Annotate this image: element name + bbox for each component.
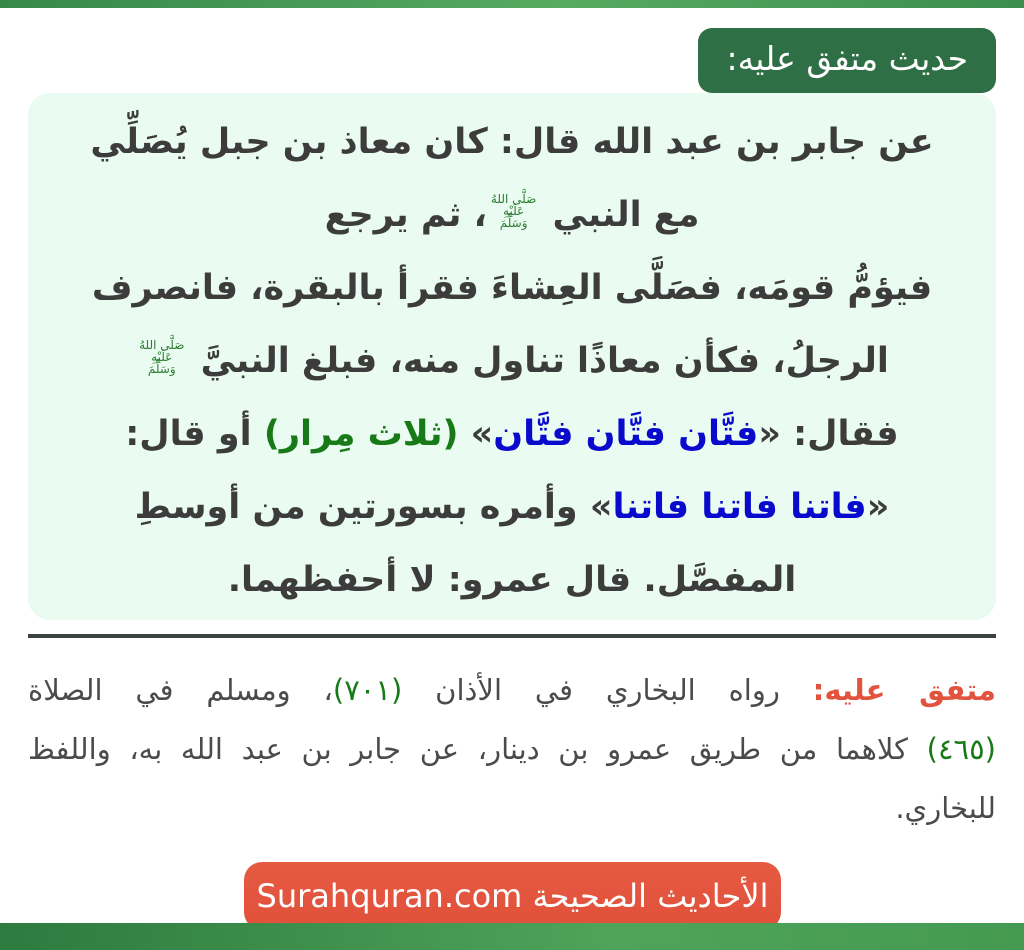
text-segment-green: (٧٠١) — [332, 673, 403, 707]
hadith-text-panel — [28, 93, 996, 620]
text-segment-dark: الرجلُ، فكأن معاذًا تناول منه، فبلغ النبيَّ — [188, 341, 889, 381]
text-segment-dark: فقال: « — [758, 414, 899, 454]
text-segment-dark: » — [458, 414, 494, 454]
saw-seal-icon: صَلَّى اللهُ عَلَيْهِ وَسَلَّمَ — [139, 338, 185, 376]
text-segment-dark: » وأمره بسورتين من أوسطِ — [134, 487, 613, 527]
hadith-type-badge — [698, 28, 996, 93]
attribution-section — [28, 661, 996, 838]
hadith-line-2 — [28, 179, 996, 252]
text-segment-dark: أو قال: — [125, 414, 264, 454]
text-segment-blue: فتَّان فتَّان فتَّان — [493, 414, 759, 454]
text-segment-green: (ثلاث مِرار) — [263, 414, 459, 454]
text-segment-green: (٤٦٥) — [926, 732, 996, 766]
text-segment-dark: المفصَّل. قال عمرو: لا أحفظهما. — [227, 560, 797, 600]
attribution-line-1 — [28, 661, 996, 720]
text-segment-dark: « — [866, 487, 890, 527]
top-border-bar — [0, 0, 1024, 8]
hadith-line-5 — [28, 398, 996, 471]
text-segment-dark: ، ثم يرجع — [324, 195, 487, 235]
text-segment-gray: رواه البخاري في الأذان — [402, 673, 813, 707]
text-segment-gray: ، ومسلم في الصلاة — [28, 673, 333, 707]
text-segment-dark: مع النبي — [540, 195, 700, 235]
hadith-line-1 — [28, 106, 996, 179]
attribution-line-3 — [28, 779, 996, 838]
attribution-line-2 — [28, 720, 996, 779]
divider-line — [28, 634, 996, 638]
saw-seal-icon: صَلَّى اللهُ عَلَيْهِ وَسَلَّمَ — [490, 192, 537, 230]
text-segment-dark: فيؤمُّ قومَه، فصَلَّى العِشاءَ فقرأ بالبقرة، فانصرف — [91, 268, 933, 308]
hadith-line-4 — [28, 325, 996, 398]
hadith-line-3 — [28, 252, 996, 325]
text-segment-red: متفق عليه: — [812, 673, 996, 707]
surahquran-button-label: الأحاديث الصحيحة Surahquran.com — [256, 877, 769, 915]
text-segment-blue: فاتنا فاتنا فاتنا — [612, 487, 867, 527]
text-segment-gray: كلاهما من طريق عمرو بن دينار، عن جابر بن عبد الله به، واللفظ — [28, 732, 927, 766]
hadith-line-7 — [28, 544, 996, 617]
surahquran-button[interactable] — [244, 862, 781, 930]
hadith-line-6 — [28, 471, 996, 544]
text-segment-gray: للبخاري. — [895, 791, 996, 825]
bottom-border-bar — [0, 923, 1024, 950]
text-segment-dark: عن جابر بن عبد الله قال: كان معاذ بن جبل يُصَلِّي — [90, 122, 934, 162]
hadith-type-label: حديث متفق عليه: — [726, 39, 968, 78]
